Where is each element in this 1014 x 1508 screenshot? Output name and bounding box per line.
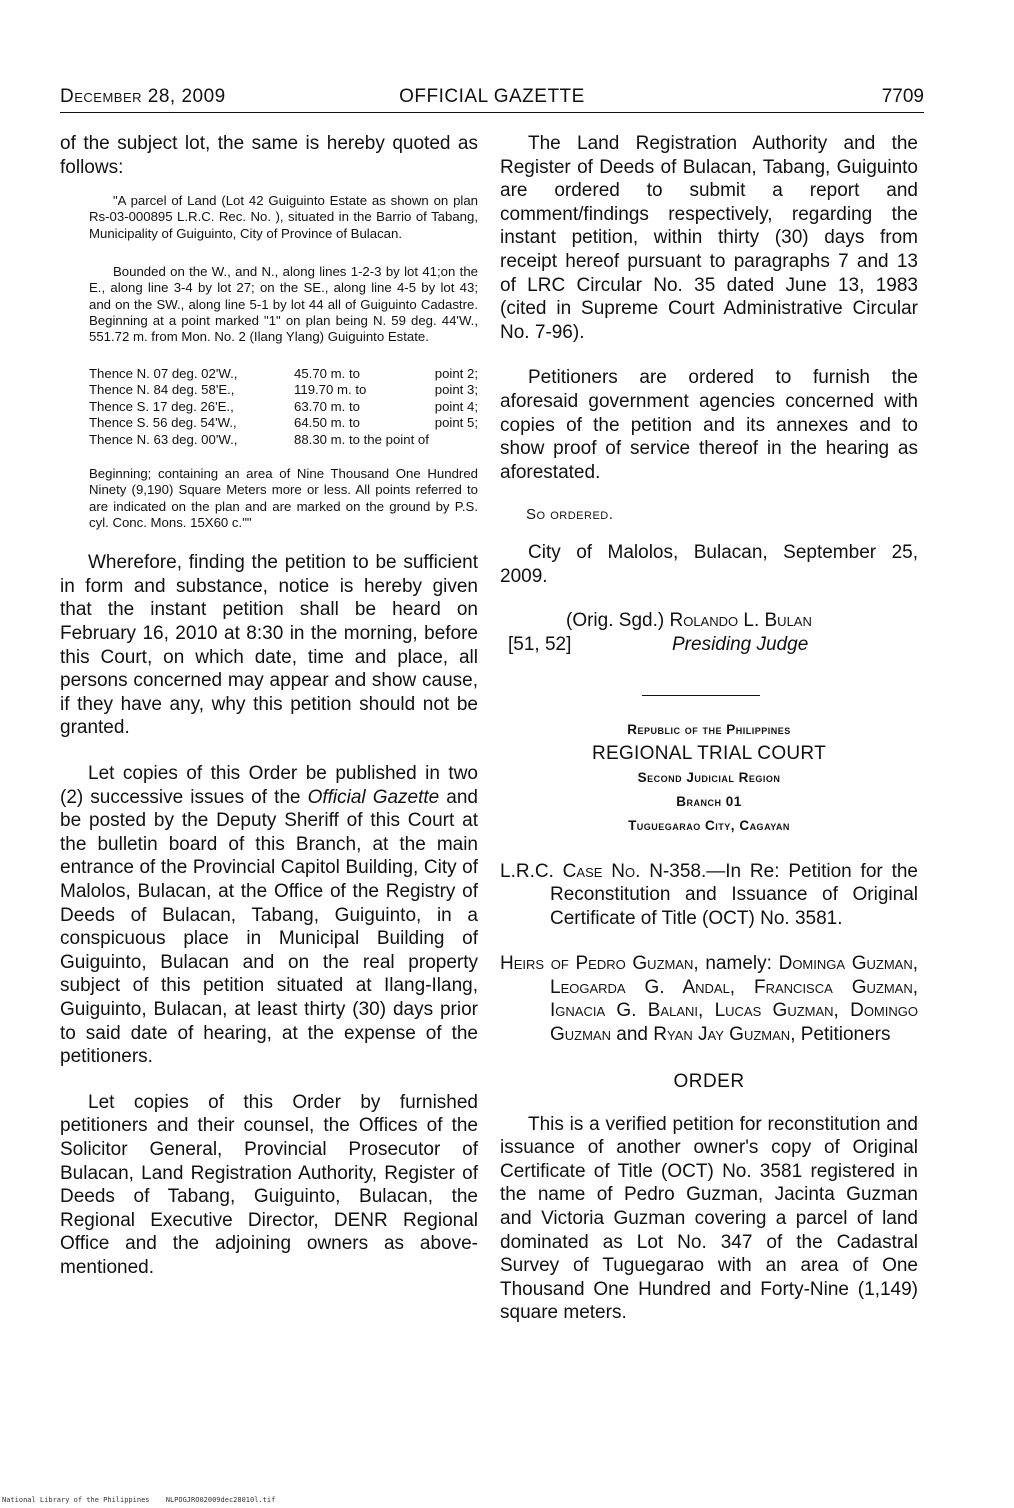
signature-role-line xyxy=(500,633,918,657)
course-point: point 5; xyxy=(434,415,478,431)
case-caption xyxy=(500,860,918,931)
intro-paragraph: of the subject lot, the same is hereby quoted as follows: xyxy=(60,133,478,178)
course-row xyxy=(89,432,478,449)
court-region: Second Judicial Region xyxy=(637,769,781,785)
order-paragraph: This is a verified petition for reconstitution and issuance of another owner's copy of Original Certificate of Title (OCT) No. 3581 registered in the name of Pedro Guzman, Jacinta Guzman and Victoria Guzman covering a parcel of land dominated as Lot No. 347 of the Cadastral Survey of Tuguegarao with an area of One Thousand One Hundred and Forty-Nine (1,149) square meters. xyxy=(500,1113,918,1324)
signature-block xyxy=(500,609,918,657)
course-distance: 88.30 m. to the point of xyxy=(294,431,429,447)
petitioners-caption xyxy=(500,952,918,1046)
publication-title: OFFICIAL GAZETTE xyxy=(399,86,585,107)
course-point: point 3; xyxy=(434,382,478,398)
court-branch: Branch 01 xyxy=(676,793,742,809)
publication-order-paragraph xyxy=(60,762,478,1069)
course-bearing: Thence N. 07 deg. 02'W., xyxy=(89,365,238,381)
heir-last-name: Ryan Jay Guzman xyxy=(653,1024,791,1046)
so-ordered: So ordered. xyxy=(526,506,614,524)
wherefore-paragraph: Wherefore, finding the petition to be sufficient in form and substance, notice is hereby given that the instant petition shall be heard on February 16, 2010 at 8:30 in the morning, before this Court, on which date, time and place, all persons concerned may appear and show cause, if they have any, why this petition should not be granted. xyxy=(60,552,478,739)
course-distance: 63.70 m. to xyxy=(294,398,360,414)
signature-line xyxy=(566,609,918,633)
course-row xyxy=(89,415,478,432)
section-divider xyxy=(642,695,760,696)
scan-footer xyxy=(2,1496,275,1504)
text-run: and xyxy=(611,1024,654,1046)
judge-role: Presiding Judge xyxy=(672,633,809,655)
course-distance: 119.70 m. to xyxy=(294,382,367,398)
place-date: City of Malolos, Bulacan, September 25, 2009. xyxy=(500,542,918,587)
petitioners-paragraph: Petitioners are ordered to furnish the aforesaid government agencies concerned with copies of the petition and its annexes and to show proof of service thereof in the hearing as aforestated. xyxy=(500,367,918,483)
course-row xyxy=(89,399,478,416)
course-bearing: Thence N. 63 deg. 00'W., xyxy=(89,431,238,447)
course-bearing: Thence S. 17 deg. 26'E., xyxy=(89,398,234,414)
file-name: NLPOGJRO02009dec28010l.tif xyxy=(165,1496,276,1504)
court-name: REGIONAL TRIAL COURT xyxy=(591,742,827,764)
left-column xyxy=(60,132,478,1279)
course-bearing: Thence N. 84 deg. 58'E., xyxy=(89,382,235,398)
case-number: L.R.C. Case No. N-358. xyxy=(500,860,707,882)
course-distance: 45.70 m. to xyxy=(294,365,360,381)
text-run: , namely: xyxy=(693,953,779,975)
heirs-names: Dominga Guzman, Leogarda G. Andal, Francisca Guzman, Ignacia G. Balani, Lucas Guzman, Domingo Guzman xyxy=(550,953,918,1046)
court-city: Tuguegarao City, Cagayan xyxy=(628,817,790,833)
page-header xyxy=(60,86,924,113)
text-run: and be posted by the Deputy Sheriff of this Court at the bulletin board of this Branch, at the main entrance of the Provincial Capitol Building, City of Malolos, Bulacan, at the Office of the Registry of Deeds of Bulacan, Tabang, Guiguinto, in a conspicuous place in Municipal Building of Guiguinto, Bulacan and on the real property subject of this petition situated at Ilang-Ilang, Guiguinto, Bulacan, at least thirty (30) days prior to said date of hearing, at the expense of the petitioners. xyxy=(60,786,478,1068)
signature-prefix: (Orig. Sgd.) xyxy=(566,609,670,631)
court-heading xyxy=(500,718,918,838)
issue-date: December 28, 2009 xyxy=(60,86,226,107)
order-title: ORDER xyxy=(673,1070,745,1092)
furnish-copies-paragraph: Let copies of this Order by furnished petitioners and their counsel, the Offices of the Solicitor General, Provincial Prosecutor of Bulacan, Land Registration Authority, Register of Deeds of Tabang, Guiguinto, Bulacan, the Regional Executive Director, DENR Regional Office and the adjoining owners as above-mentioned. xyxy=(60,1091,478,1278)
course-point: point 2; xyxy=(434,365,478,381)
library-label: National Library of the Philippines xyxy=(2,1496,150,1504)
course-distance: 64.50 m. to xyxy=(294,415,360,431)
course-point: point 4; xyxy=(434,398,478,414)
survey-courses-table xyxy=(89,366,478,449)
right-column xyxy=(500,132,918,1325)
course-row xyxy=(89,366,478,383)
course-bearing: Thence S. 56 deg. 54'W., xyxy=(89,415,237,431)
quote-paragraph-2: Bounded on the W., and N., along lines 1-2-3 by lot 41;on the E., along line 3-4 by lot 27; on the SE., along line 4-5 by lot 43; and on the SW., along line 5-1 by lot 44 all of Guiguinto Cadastre. Beginning at a point marked "1" on plan being N. 59 deg. 44'W., 551.72 m. from Mon. No. 2 (Ilang Ylang) Guiguinto Estate. xyxy=(89,264,478,345)
page-number: 7709 xyxy=(881,86,924,107)
quote-paragraph-3: Beginning; containing an area of Nine Thousand One Hundred Ninety (9,190) Square Meters more or less. All points referred to are indicated on the plan and are marked on the ground by P.S. cyl. Conc. Mons. 15X60 c."" xyxy=(89,466,478,530)
republic-label: Republic of the Philippines xyxy=(627,721,791,737)
case-title: —In Re: Petition for the Reconstitution and Issuance of Original Certificate of Title (OCT) No. 3581. xyxy=(550,860,918,929)
gazette-italic: Official Gazette xyxy=(307,786,440,808)
lra-paragraph: The Land Registration Authority and the Register of Deeds of Bulacan, Tabang, Guiguinto are ordered to submit a report and comment/findings respectively, regarding the instant petition, within thirty (30) days from receipt hereof pursuant to paragraphs 7 and 13 of LRC Circular No. 35 dated June 13, 1983 (cited in Supreme Court Administrative Circular No. 7-96). xyxy=(500,133,918,343)
issue-reference: [51, 52] xyxy=(508,633,572,655)
heirs-label: Heirs of Pedro Guzman xyxy=(500,953,694,975)
text-run: Let copies of this Order be published in two (2) successive issues of the xyxy=(60,763,478,808)
judge-name: Rolando L. Bulan xyxy=(669,609,812,631)
course-row xyxy=(89,382,478,399)
quote-paragraph-1: "A parcel of Land (Lot 42 Guiguinto Estate as shown on plan Rs-03-000895 L.R.C. Rec. No. ), situated in the Barrio of Tabang, Municipality of Guiguinto, City of Province of Bulacan. xyxy=(89,193,478,241)
text-run: , Petitioners xyxy=(790,1024,891,1046)
